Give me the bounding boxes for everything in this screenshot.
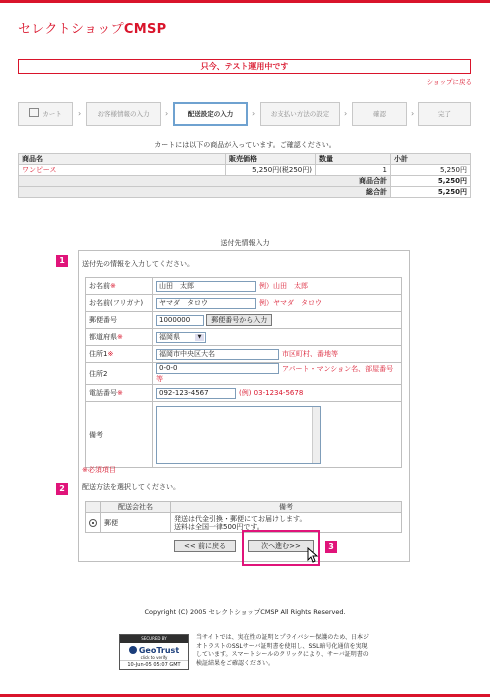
mouse-cursor-icon (307, 547, 319, 563)
cart-header-row (19, 154, 471, 165)
form-row-note (86, 402, 402, 468)
addr2-example: アパート・マンション名、部屋番号等 (156, 364, 394, 383)
cart-icon (29, 108, 39, 117)
product-qty: 1 (316, 165, 391, 176)
grand-total-row (19, 187, 471, 198)
col-qty: 数量 (316, 154, 391, 165)
shop-logo[interactable]: セレクトショップCMSP (18, 22, 167, 37)
addr1-label: 住所1※ (86, 346, 153, 363)
zip-lookup-button[interactable]: 郵便番号から入力 (206, 314, 272, 326)
form-row-tel (86, 385, 402, 402)
delivery-radio[interactable] (89, 519, 97, 527)
name-label: お名前※ (86, 278, 153, 295)
note-textarea[interactable] (156, 406, 321, 464)
addr2-label: 住所2 (86, 363, 153, 385)
step-arrow-icon: › (411, 109, 415, 118)
kana-example: 例）ヤマダ タロウ (259, 299, 322, 307)
ssl-description: 当サイトでは、実在性の証明とプライバシー保護のため、日本ジオトラストのSSLサーバ証明書を使用し、SSL暗号化通信を実現しています。スマートシールのクリックにより、サーバ証明書の検証結果をご確認ください。 (196, 634, 370, 667)
copyright: Copyright (C) 2005 セレクトショップCMSP All Rights Reserved. (144, 608, 346, 616)
note-label: 備考 (86, 402, 153, 468)
form-row-name (86, 278, 402, 295)
step-confirm: 確認 (352, 102, 407, 126)
required-note: ※必須項目 (82, 466, 116, 474)
form-row-pref (86, 329, 402, 346)
step-cart: カート (18, 102, 73, 126)
step-number-2: 2 (56, 483, 68, 495)
cart-message: カートには以下の商品が入っています。ご確認ください。 (154, 141, 336, 149)
step-arrow-icon: › (165, 109, 169, 118)
col-subtotal: 小計 (391, 154, 471, 165)
tel-example: (例) 03-1234-5678 (239, 389, 304, 397)
chevron-down-icon: ▼ (195, 334, 204, 341)
step-shipping: 配送設定の入力 (173, 102, 248, 126)
table-row (19, 165, 471, 176)
step-customer-info: お客様情報の入力 (86, 102, 161, 126)
name-input[interactable]: 山田 太郎 (156, 281, 256, 292)
tel-label: 電話番号※ (86, 385, 153, 402)
step-payment: お支払い方法の設定 (260, 102, 340, 126)
product-name-link[interactable]: ワンピース (19, 165, 226, 176)
product-total-row (19, 176, 471, 187)
kana-input[interactable]: ヤマダ タロウ (156, 298, 256, 309)
section2-instruction: 配送方法を選択してください。 (82, 483, 180, 491)
pref-label: 都道府県※ (86, 329, 153, 346)
pref-select[interactable]: 福岡県 ▼ (156, 332, 206, 343)
product-subtotal: 5,250円 (391, 165, 471, 176)
addr2-input[interactable]: 0-0-0 (156, 363, 279, 374)
back-to-shop-link[interactable]: ショップに戻る (426, 78, 472, 86)
addr1-input[interactable]: 福岡市中央区大名 (156, 349, 279, 360)
step-arrow-icon: › (252, 109, 256, 118)
product-price: 5,250円(税250円) (226, 165, 316, 176)
back-button[interactable]: << 前に戻る (174, 540, 236, 552)
delivery-header-row (86, 502, 402, 513)
zip-input[interactable]: 1000000 (156, 315, 204, 326)
form-row-addr1 (86, 346, 402, 363)
form-row-zip (86, 312, 402, 329)
checkout-steps (18, 102, 471, 126)
shipping-address-form (85, 277, 402, 468)
carrier-remark: 発送は代金引換・郵便にてお届けします。 送料は全国一律500円です。 (171, 513, 402, 533)
next-button[interactable]: 次へ進む>> (248, 540, 314, 552)
step-number-3: 3 (325, 541, 337, 553)
name-example: 例）山田 太郎 (259, 282, 308, 290)
form-row-kana (86, 295, 402, 312)
col-price: 販売価格 (226, 154, 316, 165)
top-accent-bar (0, 0, 490, 3)
grand-total-label: 総合計 (19, 187, 391, 198)
geotrust-seal[interactable]: SECURED BY GeoTrust click to verify 10-Jun-05 05:07 GMT (119, 634, 189, 670)
step-arrow-icon: › (344, 109, 348, 118)
grand-total-value: 5,250円 (391, 187, 471, 198)
col-product: 商品名 (19, 154, 226, 165)
textarea-scrollbar[interactable] (312, 407, 320, 463)
seal-date: 10-Jun-05 05:07 GMT (120, 660, 188, 669)
delivery-method-table (85, 501, 402, 533)
step-arrow-icon: › (78, 109, 82, 118)
step-complete: 完了 (418, 102, 471, 126)
product-total-label: 商品合計 (19, 176, 391, 187)
shipping-section-title: 送付先情報入力 (220, 239, 270, 247)
step-number-1: 1 (56, 255, 68, 267)
zip-label: 郵便番号 (86, 312, 153, 329)
col-remark: 備考 (171, 502, 402, 513)
kana-label: お名前(フリガナ) (86, 295, 153, 312)
product-total-value: 5,250円 (391, 176, 471, 187)
carrier-name: 郵便 (101, 513, 171, 533)
test-notice-banner: 只今、テスト運用中です (18, 59, 471, 74)
addr1-example: 市区町村、番地等 (282, 350, 338, 358)
section1-instruction: 送付先の情報を入力してください。 (82, 260, 194, 268)
col-carrier: 配送会社名 (101, 502, 171, 513)
geotrust-logo: GeoTrust (120, 643, 188, 658)
form-row-addr2 (86, 363, 402, 385)
cart-table (18, 153, 471, 198)
tel-input[interactable]: 092-123-4567 (156, 388, 236, 399)
